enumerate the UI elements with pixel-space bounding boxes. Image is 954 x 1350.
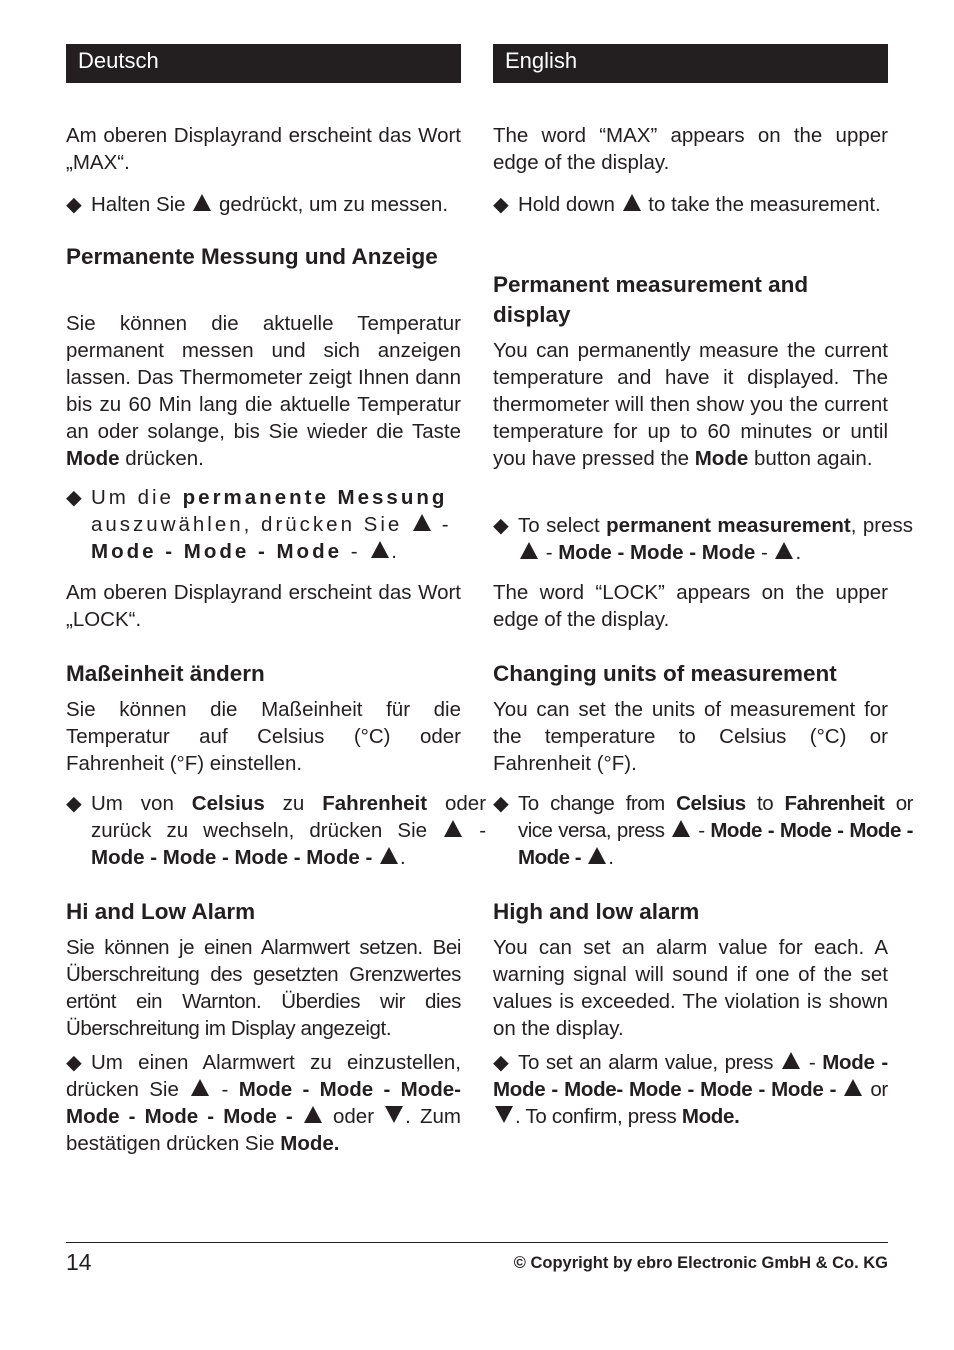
german-column [66,44,487,1155]
up-arrow-icon [520,542,538,559]
up-arrow-icon [844,1079,862,1096]
select-permanent-bullet-en: ◆ To select permanent measurement, press - Mode - Mode - Mode - . [493,514,914,564]
diamond-bullet-icon: ◆ [493,792,509,815]
diamond-bullet-icon: ◆ [66,792,82,815]
up-arrow-icon [444,820,462,837]
lock-paragraph-en: The word “LOCK” appears on the upper edge of the display. [493,581,888,631]
up-arrow-icon [588,847,606,864]
up-arrow-icon [191,1079,209,1096]
up-arrow-icon [623,194,641,211]
down-arrow-icon [495,1106,513,1123]
diamond-bullet-icon: ◆ [66,486,85,509]
alarm-paragraph-de: Sie können je einen Alarmwert setzen. Bei Überschreitung des gesetzten Grenzwertes ertönt ein Warnton. Überdies wir dies Überschreitung im Display angezeigt. [66,936,461,1040]
units-heading-en: Changing units of measurement [493,661,837,686]
copyright-notice: © Copyright by ebro Electronic GmbH & Co. KG [513,1254,888,1272]
alarm-paragraph-en: You can set an alarm value for each. A warning signal will sound if one of the set values is exceeded. The violation is shown on the display. [493,936,888,1040]
page-number: 14 [66,1249,92,1275]
alarm-bullet-de: ◆ Um einen Alarmwert zu einzustellen, drücken Sie - Mode - Mode - Mode- Mode - Mode - Mode - oder . Zum bestätigen drücken Sie Mode. [66,1051,461,1155]
footer-divider [66,1242,888,1243]
lock-paragraph-de: Am oberen Displayrand erscheint das Wort „LOCK“. [66,581,461,631]
english-column [493,44,914,1128]
units-paragraph-de: Sie können die Maßeinheit für die Temperatur auf Celsius (°C) oder Fahrenheit (°F) einstellen. [66,698,461,775]
alarm-bullet-en: ◆ To set an alarm value, press - Mode - Mode - Mode- Mode - Mode - Mode - or . To confirm, press Mode. [493,1051,888,1128]
permanent-paragraph-de: Sie können die aktuelle Temperatur permanent messen und sich anzeigen lassen. Das Thermometer zeigt Ihnen dann bis zu 60 Min lang die aktuelle Temperatur an oder solange, bis Sie wieder die Taste Mode drücken. [66,312,461,470]
hold-bullet-de: ◆ Halten Sie gedrückt, um zu messen. [66,193,449,216]
up-arrow-icon [193,194,211,211]
units-heading-de: Maßeinheit ändern [66,661,265,686]
up-arrow-icon [380,847,398,864]
select-permanent-bullet-de: ◆ Um die permanente Messung auszuwählen, drücken Sie - Mode - Mode - Mode - . [66,486,452,563]
up-arrow-icon [775,542,793,559]
permanent-paragraph-en: You can permanently measure the current temperature and have it displayed. The thermometer will then show you the current temperature for up to 60 minutes or until you have pressed the Mode button again. [493,339,888,470]
units-bullet-de: ◆ Um von Celsius zu Fahrenheit oder zurück zu wechseln, drücken Sie - Mode - Mode - Mode - Mode - . [66,792,487,869]
up-arrow-icon [782,1052,800,1069]
permanent-heading-de: Permanente Messung und Anzeige [66,244,438,269]
units-bullet-en: ◆ To change from Celsius to Fahrenheit or vice versa, press - Mode - Mode - Mode - Mode - . [493,792,913,869]
diamond-bullet-icon: ◆ [493,1051,509,1074]
diamond-bullet-icon: ◆ [66,1051,82,1074]
diamond-bullet-icon: ◆ [66,193,82,216]
diamond-bullet-icon: ◆ [493,514,509,537]
alarm-heading-en: High and low alarm [493,899,700,924]
permanent-heading-en: Permanent measurement and display [493,272,809,327]
up-arrow-icon [413,514,431,531]
up-arrow-icon [371,541,389,558]
down-arrow-icon [385,1106,403,1123]
units-paragraph-en: You can set the units of measurement for the temperature to Celsius (°C) or Fahrenheit (°F). [493,698,888,775]
max-paragraph-de: Am oberen Displayrand erscheint das Wort „MAX“. [66,124,461,174]
language-header-en: English [493,44,888,83]
up-arrow-icon [672,820,690,837]
up-arrow-icon [304,1106,322,1123]
alarm-heading-de: Hi and Low Alarm [66,899,256,924]
language-header-de: Deutsch [66,44,461,83]
hold-bullet-en: ◆ Hold down to take the measurement. [493,193,881,216]
max-paragraph-en: The word “MAX” appears on the upper edge of the display. [493,124,888,174]
diamond-bullet-icon: ◆ [493,193,509,216]
